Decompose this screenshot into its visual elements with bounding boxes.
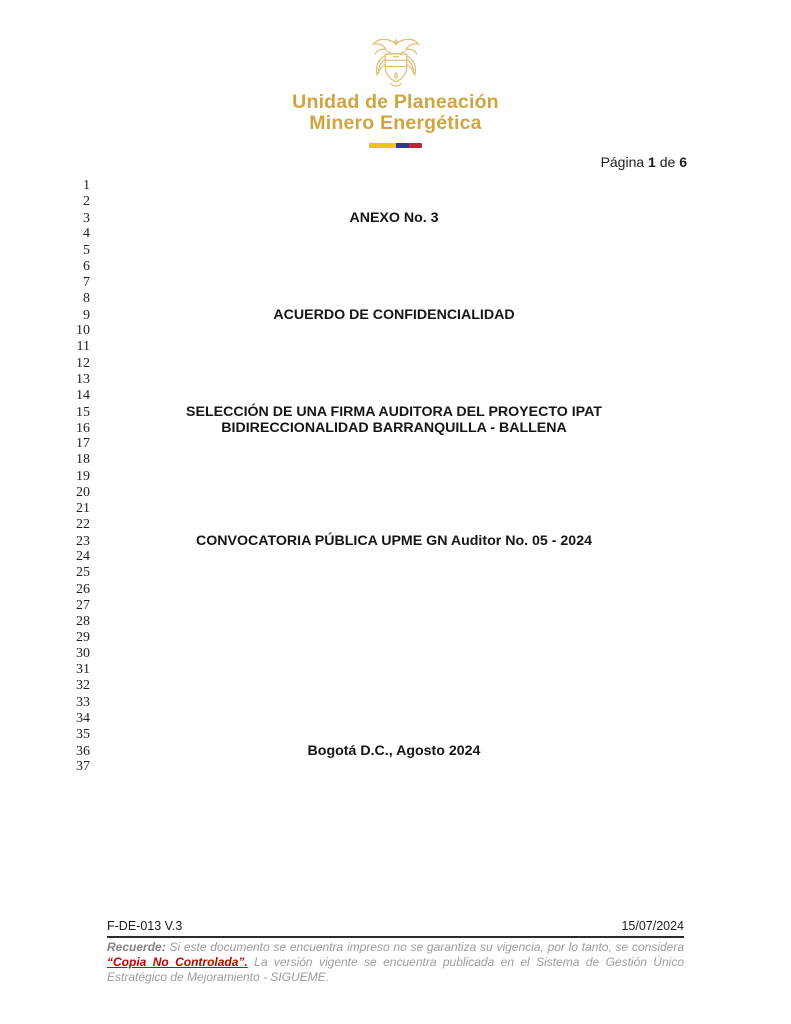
colombian-coat-of-arms-icon [367, 36, 425, 90]
document-text: ANEXO No. 3 [349, 210, 439, 227]
document-line-2 [70, 194, 698, 210]
page-total: 6 [679, 154, 687, 170]
line-number: 1 [83, 178, 90, 193]
document-line-21 [70, 501, 698, 517]
page-indicator [601, 154, 687, 170]
line-number: 31 [76, 662, 90, 678]
document-line-29 [70, 630, 698, 646]
document-line-28 [70, 614, 698, 630]
line-number: 6 [83, 258, 90, 274]
footer-divider [107, 936, 684, 938]
document-line-18 [70, 452, 698, 468]
document-line-6 [70, 259, 698, 275]
line-number: 9 [83, 308, 90, 324]
document-line-16 [70, 420, 698, 436]
page-indicator-prefix: Página [600, 154, 645, 170]
controlled-copy-note [107, 940, 684, 985]
line-number: 20 [76, 484, 90, 500]
document-text: BIDIRECCIONALIDAD BARRANQUILLA - BALLENA [221, 420, 567, 437]
document-footer [107, 919, 684, 985]
line-number: 14 [76, 387, 90, 403]
line-number: 11 [76, 339, 90, 355]
line-number: 12 [76, 355, 90, 371]
line-number: 25 [76, 565, 90, 581]
document-line-22 [70, 517, 698, 533]
document-line-15 [70, 404, 698, 420]
line-number: 17 [76, 436, 90, 452]
document-line-35 [70, 727, 698, 743]
document-line-13 [70, 372, 698, 388]
line-number: 35 [76, 726, 90, 742]
document-line-26 [70, 582, 698, 598]
document-line-17 [70, 436, 698, 452]
line-number: 15 [76, 404, 90, 420]
document-line-20 [70, 485, 698, 501]
flag-blue-segment [396, 143, 409, 148]
document-line-10 [70, 323, 698, 339]
line-number: 19 [76, 468, 90, 484]
line-number: 22 [76, 516, 90, 532]
document-line-11 [70, 339, 698, 355]
document-line-36 [70, 743, 698, 759]
line-number: 30 [76, 646, 90, 662]
line-number: 18 [76, 452, 90, 468]
line-number: 16 [76, 421, 90, 437]
org-name-line2: Minero Energética [309, 112, 482, 134]
line-number: 5 [83, 242, 90, 258]
line-number: 37 [76, 759, 90, 775]
line-number: 4 [83, 226, 90, 242]
line-number: 27 [76, 597, 90, 613]
form-code: F-DE-013 V.3 [107, 919, 183, 933]
document-line-8 [70, 291, 698, 307]
footer-date: 15/07/2024 [621, 919, 684, 933]
document-line-12 [70, 356, 698, 372]
document-line-3 [70, 210, 698, 226]
line-number: 28 [76, 613, 90, 629]
document-line-23 [70, 533, 698, 549]
document-text: SELECCIÓN DE UNA FIRMA AUDITORA DEL PROYECTO IPAT [186, 403, 602, 420]
document-line-7 [70, 275, 698, 291]
line-number: 32 [76, 678, 90, 694]
line-number: 13 [76, 371, 90, 387]
document-line-24 [70, 549, 698, 565]
line-number: 26 [76, 581, 90, 597]
note-highlight: “Copia No Controlada”. [107, 955, 248, 969]
note-part1: Si este documento se encuentra impreso no se garantiza su vigencia, por lo tanto, se considera [169, 940, 685, 954]
document-body [70, 178, 698, 775]
line-number: 23 [76, 534, 90, 550]
line-number: 24 [76, 549, 90, 565]
line-number: 2 [83, 194, 90, 210]
line-number: 34 [76, 710, 90, 726]
org-name [0, 92, 791, 134]
document-line-27 [70, 598, 698, 614]
line-number: 10 [76, 323, 90, 339]
note-label: Recuerde: [107, 940, 166, 954]
document-line-30 [70, 646, 698, 662]
document-text: ACUERDO DE CONFIDENCIALIDAD [273, 307, 515, 324]
document-line-5 [70, 243, 698, 259]
flag-red-segment [409, 143, 422, 148]
document-line-34 [70, 711, 698, 727]
page-current: 1 [648, 154, 656, 170]
document-line-1 [70, 178, 698, 194]
document-line-25 [70, 565, 698, 581]
line-number: 33 [76, 694, 90, 710]
line-number: 8 [83, 290, 90, 306]
line-number: 29 [76, 629, 90, 645]
note-part2: La versión vigente se encuentra publicada en el Sistema de Gestión Único Estratégico de Mejoramiento - SIGUEME. [107, 955, 684, 984]
flag-yellow-segment [369, 143, 396, 148]
document-text: CONVOCATORIA PÚBLICA UPME GN Auditor No. 05 - 2024 [196, 533, 592, 550]
document-line-33 [70, 695, 698, 711]
org-name-line1: Unidad de Planeación [292, 91, 499, 113]
colombia-flag-bar [369, 143, 422, 148]
page-indicator-separator: de [659, 154, 676, 170]
document-line-14 [70, 388, 698, 404]
document-line-31 [70, 662, 698, 678]
line-number: 7 [83, 274, 90, 290]
line-number: 36 [76, 743, 90, 759]
document-line-4 [70, 226, 698, 242]
document-line-19 [70, 469, 698, 485]
document-line-37 [70, 759, 698, 775]
upme-logo [0, 36, 791, 148]
document-line-32 [70, 678, 698, 694]
document-line-9 [70, 307, 698, 323]
line-number: 21 [76, 500, 90, 516]
document-text: Bogotá D.C., Agosto 2024 [307, 742, 481, 759]
line-number: 3 [83, 211, 90, 227]
